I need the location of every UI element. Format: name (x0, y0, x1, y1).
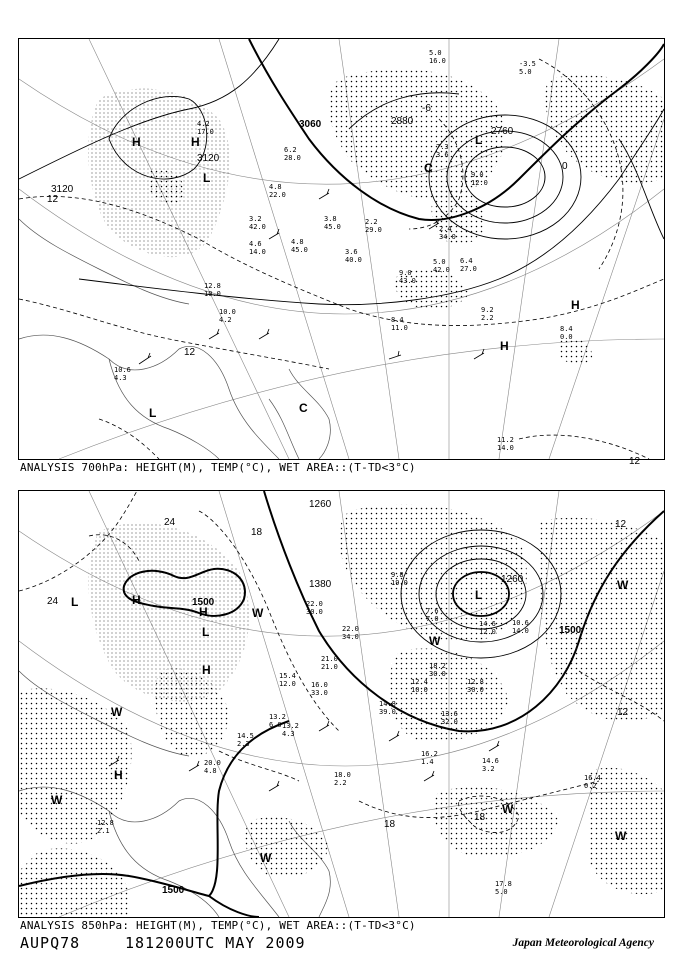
svg-text:30.0: 30.0 (467, 686, 484, 694)
station-plot (411, 678, 428, 694)
svg-text:30.0: 30.0 (429, 670, 446, 678)
map-panel-850hpa (18, 490, 665, 918)
svg-text:4.8: 4.8 (204, 767, 217, 775)
svg-text:5.0: 5.0 (429, 49, 442, 57)
svg-text:2.2: 2.2 (481, 314, 494, 322)
system-marker-high: H (191, 135, 200, 149)
svg-text:0.2: 0.2 (584, 782, 597, 790)
system-marker-warm: W (252, 606, 264, 620)
system-marker-high: H (500, 339, 509, 353)
svg-text:14.6: 14.6 (479, 620, 496, 628)
height-label: 1260 (501, 574, 524, 585)
temp-label: -6 (422, 103, 431, 114)
svg-text:18.2: 18.2 (429, 662, 446, 670)
svg-text:9.2: 9.2 (481, 306, 494, 314)
svg-text:2.1: 2.1 (97, 827, 110, 835)
svg-text:19.0: 19.0 (391, 579, 408, 587)
system-marker-low: L (475, 588, 483, 602)
svg-text:4.3: 4.3 (282, 730, 295, 738)
station-plot (311, 681, 328, 697)
svg-text:14.0: 14.0 (497, 444, 514, 452)
svg-text:22.0: 22.0 (269, 191, 286, 199)
system-marker-low: L (149, 406, 157, 420)
station-plot (321, 655, 338, 671)
station-plot (426, 607, 439, 623)
temp-label: 12 (617, 707, 629, 718)
system-marker-low: L (475, 133, 483, 147)
svg-text:4.3: 4.3 (114, 374, 127, 382)
station-plot (284, 146, 301, 162)
svg-text:17.8: 17.8 (495, 880, 512, 888)
station-plot (114, 366, 131, 382)
station-plot (219, 308, 236, 324)
temp-label: 24 (164, 517, 176, 528)
system-marker-high: H (132, 135, 141, 149)
svg-text:6.4: 6.4 (460, 257, 473, 265)
station-plot (519, 60, 536, 76)
chart-code: AUPQ78 (20, 934, 81, 952)
system-marker-warm: W (429, 634, 441, 648)
svg-text:21.0: 21.0 (321, 663, 338, 671)
svg-text:12.0: 12.0 (479, 628, 496, 636)
height-label: 1500 (192, 597, 215, 608)
station-plot (342, 625, 359, 641)
system-marker-cold: C (424, 161, 433, 175)
svg-text:29.0: 29.0 (365, 226, 382, 234)
svg-text:6.2: 6.2 (284, 146, 297, 154)
station-plot (429, 49, 446, 65)
system-marker-low: L (202, 625, 210, 639)
svg-text:2.2: 2.2 (334, 779, 347, 787)
svg-text:15.4: 15.4 (279, 672, 296, 680)
svg-text:22.0: 22.0 (306, 600, 323, 608)
svg-text:13.2: 13.2 (282, 722, 299, 730)
system-marker-warm: W (111, 705, 123, 719)
svg-text:7.6: 7.6 (426, 607, 439, 615)
station-plot (282, 722, 299, 738)
svg-text:7.3: 7.3 (436, 143, 449, 151)
height-label: 2760 (491, 126, 514, 137)
station-plot (324, 215, 341, 231)
station-plot (433, 258, 450, 274)
svg-text:16.2: 16.2 (421, 750, 438, 758)
height-label: 1380 (309, 579, 332, 590)
svg-text:4.2: 4.2 (219, 316, 232, 324)
station-plot (429, 662, 446, 678)
system-marker-high: H (571, 298, 580, 312)
svg-text:6.0: 6.0 (269, 721, 282, 729)
temp-label: 0 (562, 161, 568, 172)
station-plot (560, 325, 573, 341)
svg-text:0.0: 0.0 (560, 333, 573, 341)
svg-text:16.4: 16.4 (584, 774, 601, 782)
svg-text:14.6: 14.6 (482, 757, 499, 765)
station-plot (479, 620, 496, 636)
svg-text:2.4: 2.4 (439, 225, 452, 233)
station-plot (460, 257, 477, 273)
svg-text:14.0: 14.0 (512, 627, 529, 635)
agency-name: Japan Meteorological Agency (512, 937, 654, 949)
svg-text:3.8: 3.8 (324, 215, 337, 223)
svg-text:17.0: 17.0 (197, 128, 214, 136)
svg-text:5.0: 5.0 (519, 68, 532, 76)
temp-label: 24 (47, 596, 59, 607)
system-marker-warm: W (260, 851, 272, 865)
system-marker-high: H (199, 605, 208, 619)
map-svg-700hpa (19, 39, 664, 467)
svg-text:13.2: 13.2 (269, 713, 286, 721)
svg-text:8.4: 8.4 (560, 325, 573, 333)
svg-text:4.6: 4.6 (249, 240, 262, 248)
station-plot (512, 619, 529, 635)
station-plot (334, 771, 351, 787)
height-label: 3060 (299, 119, 322, 130)
svg-text:34.0: 34.0 (342, 633, 359, 641)
station-plot (467, 678, 484, 694)
station-plot (249, 240, 266, 256)
svg-text:14.0: 14.0 (249, 248, 266, 256)
svg-text:1.4: 1.4 (421, 758, 434, 766)
station-plot (269, 183, 286, 199)
system-marker-low: L (71, 595, 79, 609)
system-marker-warm: W (617, 578, 629, 592)
svg-text:10.0: 10.0 (219, 308, 236, 316)
svg-text:3.6: 3.6 (436, 151, 449, 159)
temp-label: 12 (47, 194, 59, 205)
temp-label: 18 (474, 812, 486, 823)
temp-label: 18 (384, 819, 396, 830)
station-plot (482, 757, 499, 773)
svg-text:3.2: 3.2 (482, 765, 495, 773)
temp-label: 12 (184, 347, 196, 358)
svg-text:12.0: 12.0 (471, 179, 488, 187)
height-label: 2880 (391, 116, 414, 127)
station-plot (249, 215, 266, 231)
station-plot (97, 819, 114, 835)
svg-text:43.0: 43.0 (399, 277, 416, 285)
map-panel-700hpa (18, 38, 665, 467)
svg-text:30.0: 30.0 (306, 608, 323, 616)
svg-text:42.0: 42.0 (249, 223, 266, 231)
svg-text:7.0: 7.0 (426, 615, 439, 623)
station-plot (291, 238, 308, 254)
station-plot (441, 710, 458, 726)
station-plot (421, 750, 438, 766)
svg-text:12.0: 12.0 (279, 680, 296, 688)
svg-text:10.6: 10.6 (114, 366, 131, 374)
svg-text:16.0: 16.0 (311, 681, 328, 689)
svg-text:11.2: 11.2 (497, 436, 514, 444)
svg-text:11.0: 11.0 (391, 324, 408, 332)
svg-text:9.8: 9.8 (391, 571, 404, 579)
svg-text:18.0: 18.0 (334, 771, 351, 779)
station-plot (365, 218, 382, 234)
system-marker-high: H (132, 593, 141, 607)
svg-text:12.8: 12.8 (467, 678, 484, 686)
svg-text:45.0: 45.0 (324, 223, 341, 231)
height-label: 3120 (197, 153, 220, 164)
valid-time: 181200UTC MAY 2009 (125, 934, 306, 952)
station-plot (306, 600, 323, 616)
svg-text:16.0: 16.0 (429, 57, 446, 65)
svg-text:9.0: 9.0 (471, 171, 484, 179)
svg-text:-3.5: -3.5 (519, 60, 536, 68)
svg-text:14.8: 14.8 (379, 700, 396, 708)
svg-text:5.0: 5.0 (495, 888, 508, 896)
svg-text:39.0: 39.0 (379, 708, 396, 716)
svg-text:21.0: 21.0 (321, 655, 338, 663)
svg-text:42.0: 42.0 (433, 266, 450, 274)
height-label: 1500 (559, 625, 582, 636)
svg-text:10.0: 10.0 (204, 290, 221, 298)
svg-text:34.0: 34.0 (439, 233, 456, 241)
height-label: 3120 (51, 184, 74, 195)
svg-text:33.0: 33.0 (311, 689, 328, 697)
svg-text:4.8: 4.8 (291, 238, 304, 246)
svg-text:10.0: 10.0 (411, 686, 428, 694)
temp-label: 18 (251, 527, 263, 538)
svg-text:4.2: 4.2 (197, 120, 210, 128)
temp-label: 12 (629, 456, 641, 467)
system-marker-warm: W (51, 793, 63, 807)
svg-text:45.0: 45.0 (291, 246, 308, 254)
svg-text:32.0: 32.0 (441, 718, 458, 726)
height-label: 1260 (309, 499, 332, 510)
station-plot (345, 248, 362, 264)
station-plot (379, 700, 396, 716)
station-plot (497, 436, 514, 452)
station-plot (481, 306, 494, 322)
svg-text:8.4: 8.4 (391, 316, 404, 324)
height-label: 1500 (162, 885, 185, 896)
svg-text:12.8: 12.8 (204, 282, 221, 290)
svg-text:27.0: 27.0 (460, 265, 477, 273)
svg-text:40.0: 40.0 (345, 256, 362, 264)
temp-label: 12 (615, 519, 627, 530)
station-plot (391, 316, 408, 332)
svg-text:12.4: 12.4 (411, 678, 428, 686)
svg-text:13.6: 13.6 (441, 710, 458, 718)
system-marker-high: H (202, 663, 211, 677)
svg-text:12.8: 12.8 (97, 819, 114, 827)
station-plot (436, 143, 449, 159)
system-marker-low: L (203, 171, 211, 185)
svg-text:3.2: 3.2 (249, 215, 262, 223)
panel-caption-850hpa: ANALYSIS 850hPa: HEIGHT(M), TEMP(°C), WET AREA::(T-TD<3°C) (20, 919, 416, 932)
system-marker-cold: C (299, 401, 308, 415)
svg-text:20.0: 20.0 (204, 759, 221, 767)
system-marker-warm: W (615, 829, 627, 843)
station-plot (204, 282, 221, 298)
station-plot (495, 880, 512, 896)
map-svg-850hpa (19, 491, 664, 917)
panel-caption-700hpa: ANALYSIS 700hPa: HEIGHT(M), TEMP(°C), WET AREA::(T-TD<3°C) (20, 461, 416, 474)
svg-text:2.3: 2.3 (237, 740, 250, 748)
svg-text:14.5: 14.5 (237, 732, 254, 740)
svg-text:5.0: 5.0 (433, 258, 446, 266)
svg-text:10.6: 10.6 (512, 619, 529, 627)
svg-text:3.6: 3.6 (345, 248, 358, 256)
svg-text:22.0: 22.0 (342, 625, 359, 633)
svg-text:4.8: 4.8 (269, 183, 282, 191)
svg-text:2.2: 2.2 (365, 218, 378, 226)
svg-text:9.0: 9.0 (399, 269, 412, 277)
system-marker-high: H (114, 768, 123, 782)
station-plot (279, 672, 296, 688)
svg-text:28.0: 28.0 (284, 154, 301, 162)
system-marker-warm: W (502, 802, 514, 816)
